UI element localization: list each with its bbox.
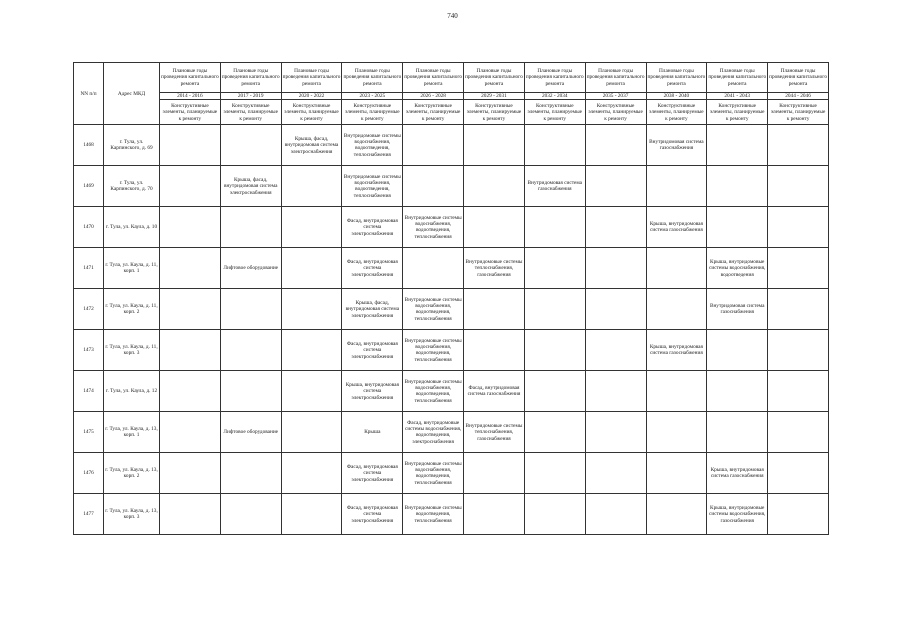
repair-elements-cell: Внутридомовые системы водоотведения, теплоснабжения — [403, 494, 464, 535]
period-years-header: 2026 - 2028 — [403, 93, 464, 100]
period-years-header: 2044 - 2046 — [768, 93, 829, 100]
repair-elements-cell — [768, 371, 829, 412]
repair-elements-cell — [585, 453, 646, 494]
table-row — [74, 330, 829, 371]
repair-elements-cell — [220, 453, 281, 494]
repair-elements-cell — [646, 494, 707, 535]
repair-elements-cell — [646, 166, 707, 207]
repair-elements-cell — [220, 289, 281, 330]
repair-elements-cell — [403, 166, 464, 207]
repair-elements-cell: Фасад, внутридомовая система электроснабжения — [342, 207, 403, 248]
repair-elements-cell: Крыша, внутридомовая система электроснабжения — [342, 371, 403, 412]
period-years-header: 2014 - 2016 — [160, 93, 221, 100]
repair-elements-cell: Фасад, внутридомовая система электроснабжения — [342, 494, 403, 535]
elements-title-header: Конструктивные элементы, планируемые к ремонту — [524, 100, 585, 125]
row-address: г. Тула, ул. Каула, д. 10 — [104, 207, 160, 248]
repair-elements-cell — [281, 330, 342, 371]
repair-elements-cell — [281, 289, 342, 330]
table-header — [74, 63, 829, 125]
repair-elements-cell — [220, 494, 281, 535]
elements-title-header: Конструктивные элементы, планируемые к ремонту — [342, 100, 403, 125]
period-years-header: 2020 - 2022 — [281, 93, 342, 100]
repair-elements-cell — [464, 125, 525, 166]
repair-elements-cell — [524, 371, 585, 412]
table-row — [74, 494, 829, 535]
period-years-header: 2041 - 2043 — [707, 93, 768, 100]
repair-elements-cell: Крыша, внутридомовая система газоснабжения — [646, 330, 707, 371]
row-number: 1476 — [74, 453, 104, 494]
table-body — [74, 125, 829, 535]
repair-elements-cell: Внутридомовые системы водоснабжения, водоотведения, теплоснабжения — [342, 166, 403, 207]
repair-elements-cell: Крыша, фасад, внутридомовая система электроснабжения — [220, 166, 281, 207]
repair-elements-cell — [524, 125, 585, 166]
repair-elements-cell — [464, 330, 525, 371]
repair-elements-cell — [160, 248, 221, 289]
elements-title-header: Конструктивные элементы, планируемые к ремонту — [160, 100, 221, 125]
repair-elements-cell: Крыша, внутридомовые системы водоснабжения, газоснабжения — [707, 494, 768, 535]
elements-title-header: Конструктивные элементы, планируемые к ремонту — [220, 100, 281, 125]
repair-elements-cell — [768, 125, 829, 166]
table-row — [74, 289, 829, 330]
repair-elements-cell — [768, 494, 829, 535]
repair-elements-cell: Крыша, внутридомовые системы водоснабжения, водоотведения — [707, 248, 768, 289]
repair-elements-cell — [646, 248, 707, 289]
repair-elements-cell: Внутридомовые системы водоснабжения, водоотведения, теплоснабжения — [342, 125, 403, 166]
repair-elements-cell — [524, 330, 585, 371]
period-title-header: Плановые годы проведения капитального ремонта — [281, 63, 342, 93]
period-years-header: 2023 - 2025 — [342, 93, 403, 100]
repair-elements-cell — [585, 289, 646, 330]
period-title-header: Плановые годы проведения капитального ремонта — [464, 63, 525, 93]
row-address: г. Тула, ул. Каула, д. 13, корп. 2 — [104, 453, 160, 494]
repair-elements-cell — [160, 125, 221, 166]
repair-elements-cell — [464, 207, 525, 248]
row-address: г. Тула, ул. Каула, д. 12 — [104, 371, 160, 412]
repair-elements-cell — [768, 453, 829, 494]
repair-elements-cell — [524, 412, 585, 453]
num-column-header: NN п/п — [74, 63, 104, 125]
period-title-header: Плановые годы проведения капитального ремонта — [707, 63, 768, 93]
repair-elements-cell — [707, 166, 768, 207]
period-title-header: Плановые годы проведения капитального ремонта — [160, 63, 221, 93]
repair-elements-cell — [220, 125, 281, 166]
repair-elements-cell — [768, 207, 829, 248]
repair-elements-cell — [281, 207, 342, 248]
row-number: 1472 — [74, 289, 104, 330]
repair-elements-cell: Лифтовое оборудование — [220, 412, 281, 453]
elements-title-header: Конструктивные элементы, планируемые к ремонту — [585, 100, 646, 125]
repair-elements-cell: Внутридомовая система газоснабжения — [646, 125, 707, 166]
repair-elements-cell: Внутридомовые системы водоснабжения, водоотведения, теплоснабжения — [403, 330, 464, 371]
repair-elements-cell — [585, 248, 646, 289]
repair-elements-cell — [160, 412, 221, 453]
repair-elements-cell — [464, 166, 525, 207]
repair-elements-cell — [768, 166, 829, 207]
row-number: 1475 — [74, 412, 104, 453]
repair-elements-cell — [707, 412, 768, 453]
table-row — [74, 453, 829, 494]
repair-elements-cell — [160, 166, 221, 207]
period-title-header: Плановые годы проведения капитального ремонта — [342, 63, 403, 93]
repair-elements-cell: Фасад, внутридомовые системы водоснабжения, водоотведения, электроснабжения — [403, 412, 464, 453]
elements-title-header: Конструктивные элементы, планируемые к ремонту — [281, 100, 342, 125]
repair-elements-cell — [220, 330, 281, 371]
repair-elements-cell: Фасад, внутридомовая система электроснабжения — [342, 248, 403, 289]
table-row — [74, 371, 829, 412]
repair-elements-cell: Внутридомовые системы теплоснабжения, газоснабжения — [464, 248, 525, 289]
repair-elements-cell: Внутридомовые системы водоснабжения, водоотведения, теплоснабжения — [403, 207, 464, 248]
repair-elements-cell — [646, 453, 707, 494]
period-years-header: 2035 - 2037 — [585, 93, 646, 100]
elements-title-header: Конструктивные элементы, планируемые к ремонту — [464, 100, 525, 125]
capital-repair-table — [73, 62, 829, 535]
repair-elements-cell — [160, 494, 221, 535]
repair-elements-cell — [707, 125, 768, 166]
repair-elements-cell — [160, 330, 221, 371]
table-row — [74, 248, 829, 289]
row-address: г. Тула, ул. Карпинского, д. 69 — [104, 125, 160, 166]
period-years-header: 2032 - 2034 — [524, 93, 585, 100]
page-number: 740 — [447, 12, 458, 20]
repair-elements-cell: Фасад, внутридомовая система газоснабжения — [464, 371, 525, 412]
repair-elements-cell — [585, 494, 646, 535]
repair-elements-cell — [585, 207, 646, 248]
repair-elements-cell: Внутридомовые системы водоснабжения, водоотведения, теплоснабжения — [403, 453, 464, 494]
row-number: 1469 — [74, 166, 104, 207]
repair-elements-cell — [464, 453, 525, 494]
row-number: 1471 — [74, 248, 104, 289]
table-row — [74, 125, 829, 166]
row-address: г. Тула, ул. Каула, д. 13, корп. 1 — [104, 412, 160, 453]
repair-elements-cell — [160, 453, 221, 494]
repair-elements-cell — [220, 207, 281, 248]
repair-elements-cell — [281, 494, 342, 535]
period-title-header: Плановые годы проведения капитального ремонта — [585, 63, 646, 93]
repair-elements-cell: Фасад, внутридомовая система электроснабжения — [342, 330, 403, 371]
repair-elements-cell — [524, 453, 585, 494]
repair-elements-cell — [585, 166, 646, 207]
repair-elements-cell — [160, 371, 221, 412]
repair-elements-cell — [524, 494, 585, 535]
repair-elements-cell — [220, 371, 281, 412]
repair-elements-cell — [403, 125, 464, 166]
row-number: 1473 — [74, 330, 104, 371]
row-address: г. Тула, ул. Каула, д. 13, корп. 3 — [104, 494, 160, 535]
repair-elements-cell: Внутридомовые системы водоснабжения, водоотведения, теплоснабжения — [403, 371, 464, 412]
repair-elements-cell: Внутридомовая система газоснабжения — [707, 289, 768, 330]
repair-elements-cell: Крыша, внутридомовая система газоснабжения — [646, 207, 707, 248]
repair-elements-cell — [281, 412, 342, 453]
repair-elements-cell — [524, 207, 585, 248]
period-title-header: Плановые годы проведения капитального ремонта — [768, 63, 829, 93]
repair-elements-cell — [281, 371, 342, 412]
repair-elements-cell — [707, 371, 768, 412]
period-title-header: Плановые годы проведения капитального ремонта — [646, 63, 707, 93]
period-years-header: 2029 - 2031 — [464, 93, 525, 100]
repair-elements-cell — [160, 207, 221, 248]
repair-elements-cell: Крыша, внутридомовая система газоснабжения — [707, 453, 768, 494]
repair-elements-cell: Внутридомовые системы водоснабжения, водоотведения, теплоснабжения — [403, 289, 464, 330]
repair-elements-cell — [524, 248, 585, 289]
elements-title-header: Конструктивные элементы, планируемые к ремонту — [403, 100, 464, 125]
period-title-header: Плановые годы проведения капитального ремонта — [524, 63, 585, 93]
repair-elements-cell: Внутридомовые системы теплоснабжения, газоснабжения — [464, 412, 525, 453]
row-number: 1477 — [74, 494, 104, 535]
repair-elements-cell — [585, 412, 646, 453]
elements-title-header: Конструктивные элементы, планируемые к ремонту — [646, 100, 707, 125]
repair-elements-cell — [707, 330, 768, 371]
repair-elements-cell — [281, 248, 342, 289]
repair-elements-cell — [585, 330, 646, 371]
repair-elements-cell: Фасад, внутридомовая система электроснабжения — [342, 453, 403, 494]
table-row — [74, 412, 829, 453]
repair-elements-cell — [768, 289, 829, 330]
repair-elements-cell: Внутридомовая система газоснабжения — [524, 166, 585, 207]
repair-elements-cell — [524, 289, 585, 330]
address-column-header: Адрес МКД — [104, 63, 160, 125]
repair-elements-cell — [160, 289, 221, 330]
repair-elements-cell — [464, 494, 525, 535]
repair-elements-cell: Крыша, фасад, внутридомовая система электроснабжения — [342, 289, 403, 330]
repair-elements-cell — [585, 371, 646, 412]
row-number: 1470 — [74, 207, 104, 248]
repair-elements-cell — [768, 248, 829, 289]
row-address: г. Тула, ул. Каула, д. 11, корп. 3 — [104, 330, 160, 371]
repair-elements-cell — [281, 166, 342, 207]
table-row — [74, 166, 829, 207]
repair-elements-cell — [646, 412, 707, 453]
period-years-header: 2038 - 2040 — [646, 93, 707, 100]
repair-elements-cell — [646, 289, 707, 330]
repair-elements-cell: Крыша, фасад, внутридомовая система электроснабжения — [281, 125, 342, 166]
elements-title-header: Конструктивные элементы, планируемые к ремонту — [707, 100, 768, 125]
row-number: 1474 — [74, 371, 104, 412]
repair-elements-cell — [768, 330, 829, 371]
repair-elements-cell — [768, 412, 829, 453]
period-title-header: Плановые годы проведения капитального ремонта — [403, 63, 464, 93]
period-title-header: Плановые годы проведения капитального ремонта — [220, 63, 281, 93]
row-address: г. Тула, ул. Каула, д. 11, корп. 2 — [104, 289, 160, 330]
repair-elements-cell: Лифтовое оборудование — [220, 248, 281, 289]
repair-elements-cell: Крыша — [342, 412, 403, 453]
row-address: г. Тула, ул. Карпинского, д. 70 — [104, 166, 160, 207]
row-address: г. Тула, ул. Каула, д. 11, корп. 1 — [104, 248, 160, 289]
row-number: 1468 — [74, 125, 104, 166]
repair-elements-cell — [646, 371, 707, 412]
elements-title-header: Конструктивные элементы, планируемые к ремонту — [768, 100, 829, 125]
repair-elements-cell — [281, 453, 342, 494]
repair-elements-cell — [707, 207, 768, 248]
repair-elements-cell — [585, 125, 646, 166]
table-row — [74, 207, 829, 248]
repair-elements-cell — [403, 248, 464, 289]
repair-elements-cell — [464, 289, 525, 330]
period-years-header: 2017 - 2019 — [220, 93, 281, 100]
